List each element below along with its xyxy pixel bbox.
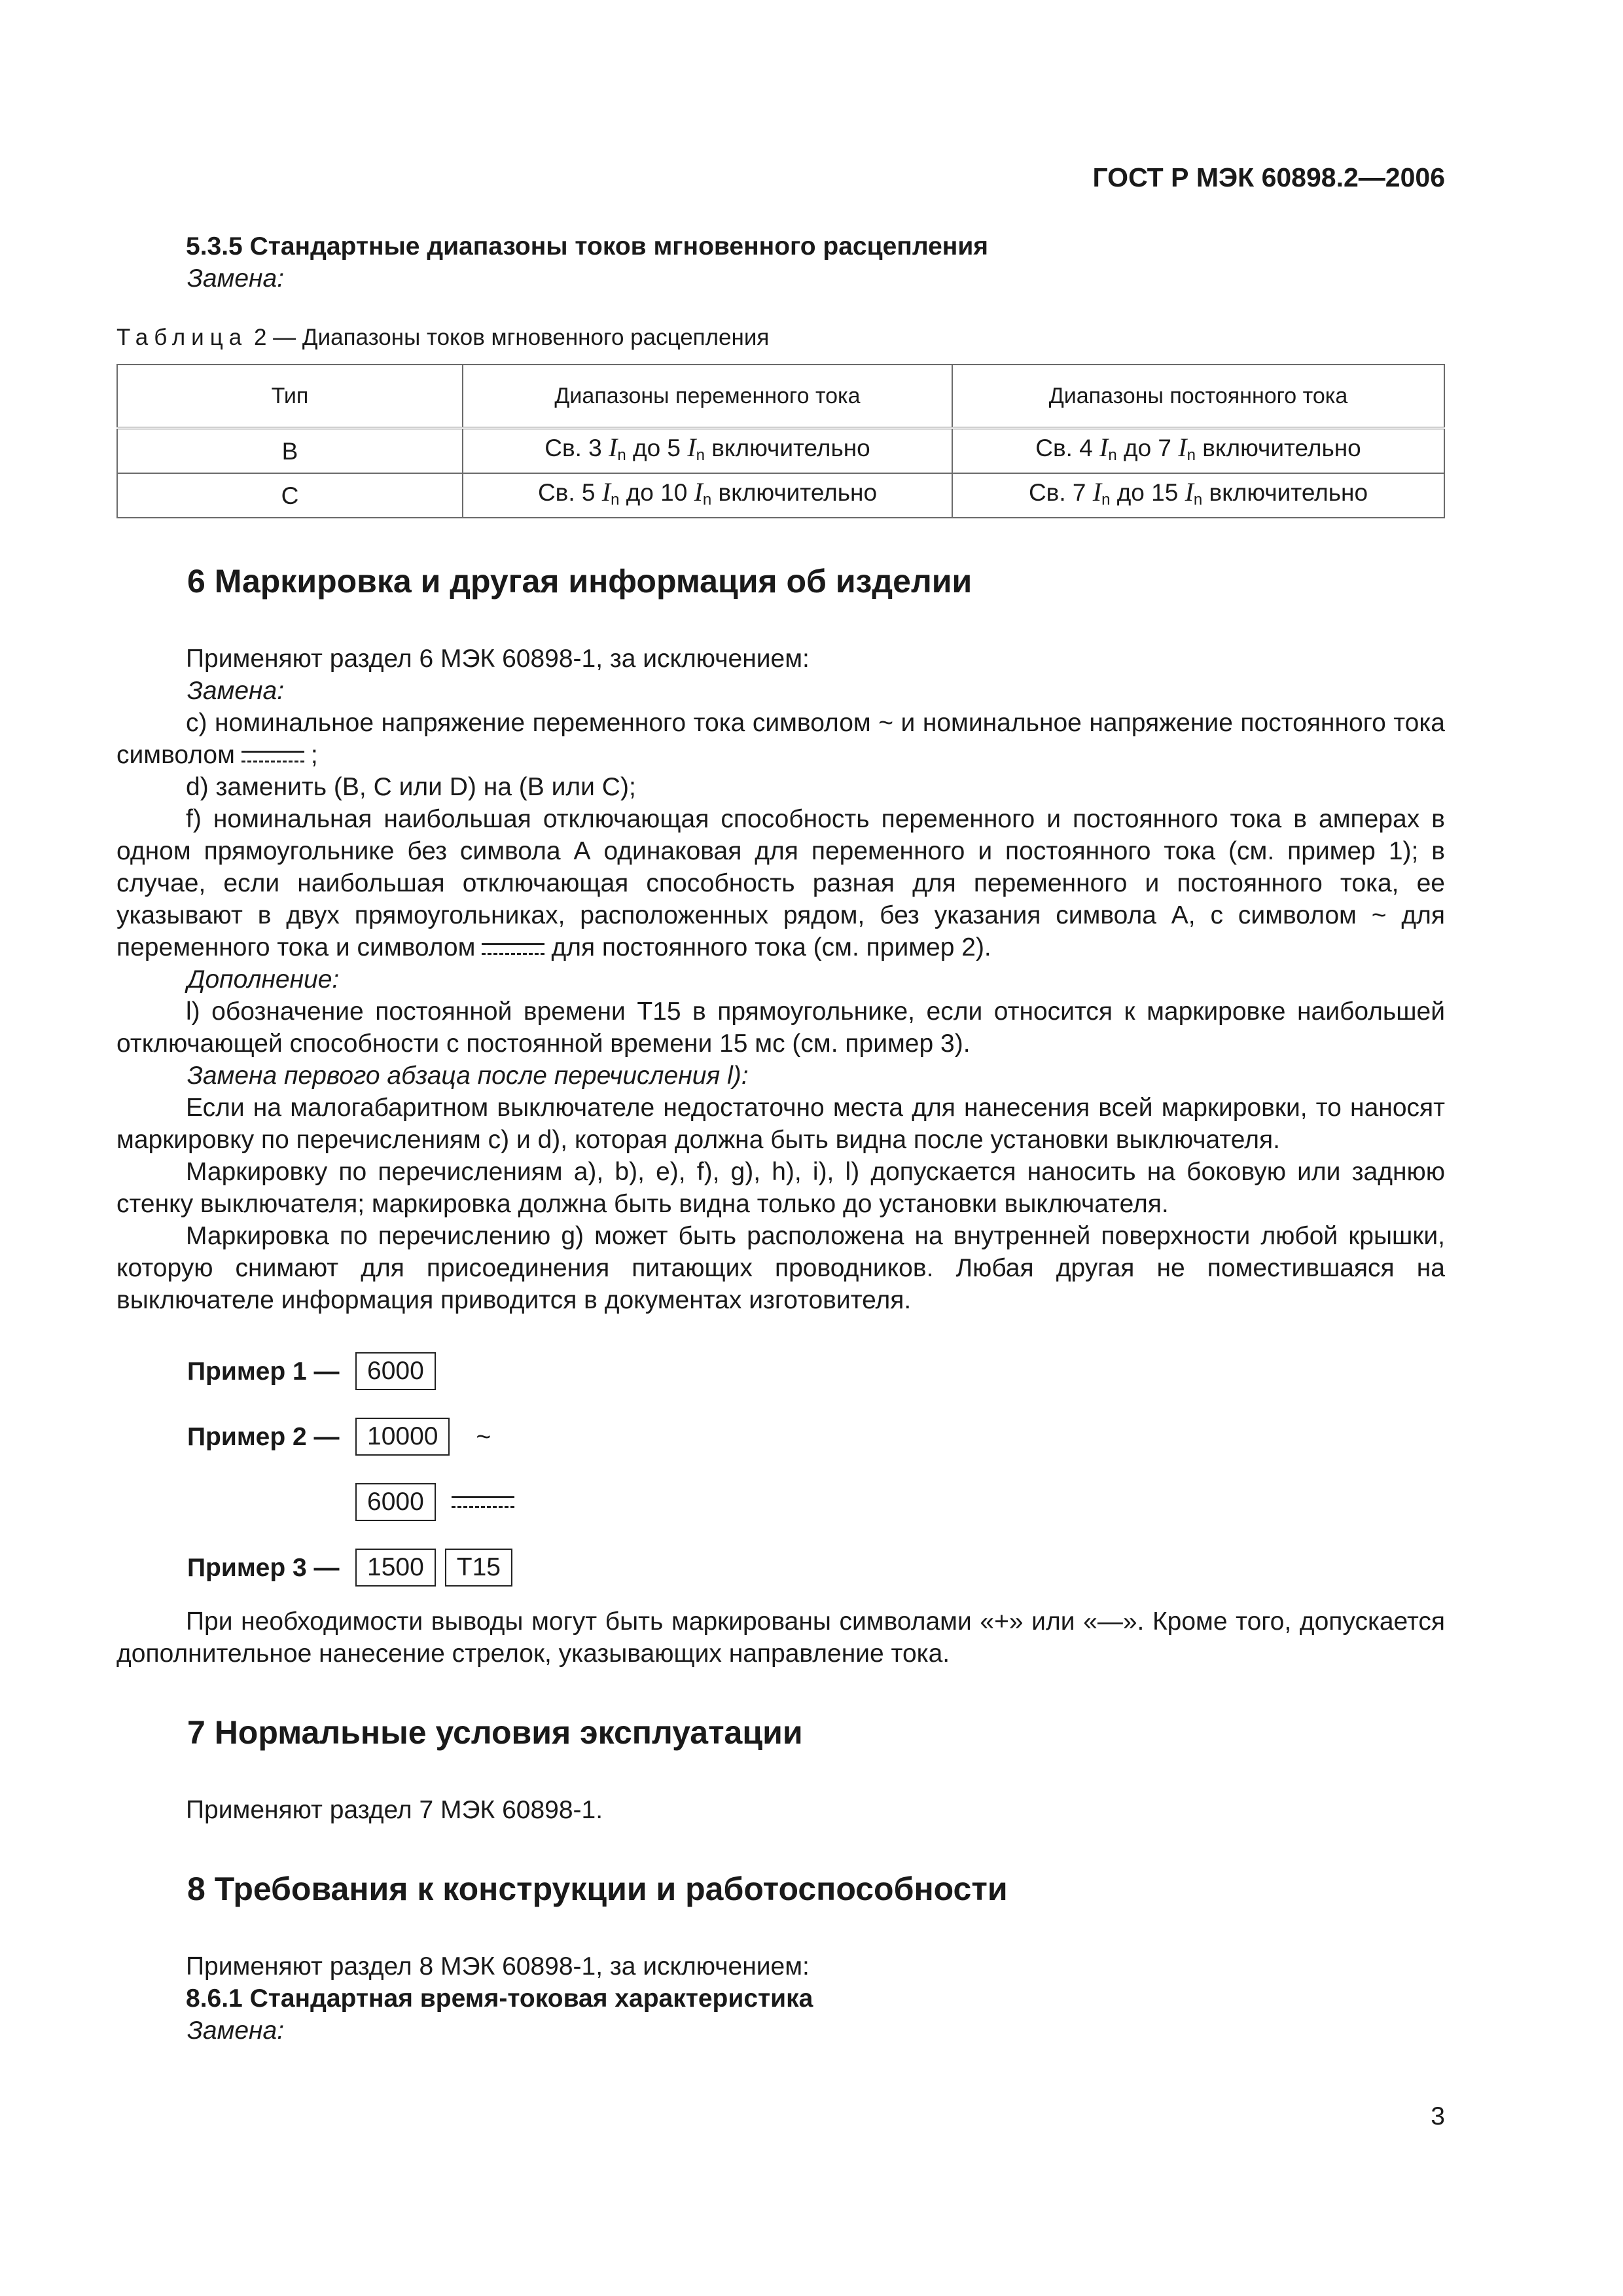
- section-8-heading: 8 Требования к конструкции и работоспособности: [187, 1871, 1008, 1907]
- rated-current-symbol: $I_n$: [601, 476, 620, 509]
- example-3-label: Пример 3 —: [187, 1553, 340, 1582]
- cell-ac-range: Св. 3 $I_n$ до 5 $I_n$ включительно: [463, 428, 952, 473]
- section-7-text: Применяют раздел 7 МЭК 60898-1.: [186, 1796, 603, 1824]
- replacement-note: Замена:: [187, 2017, 285, 2045]
- direct-current-symbol-icon: [452, 1496, 514, 1508]
- paragraph-g-marking: Маркировка по перечислению g) может быть расположена на внутренней поверхности любой крышки, которую снимают для присоединения питающих проводников. Любая другая не поместившаяся на выключателе информация приводится в документах изготовителя.: [116, 1222, 1445, 1314]
- section-6-heading: 6 Маркировка и другая информация об изделии: [187, 563, 972, 600]
- addition-note: Дополнение:: [187, 965, 340, 994]
- subsection-5-3-5-title: 5.3.5 Стандартные диапазоны токов мгновенного расцепления: [186, 232, 989, 260]
- example-1: [187, 1350, 1445, 1392]
- example-2-box-dc: 6000: [355, 1483, 436, 1521]
- rated-current-symbol: $I_n$: [609, 432, 626, 464]
- cell-dc-range: Св. 4 $I_n$ до 7 $I_n$ включительно: [952, 428, 1444, 473]
- example-2-label: Пример 2 —: [187, 1422, 340, 1451]
- example-2: [187, 1416, 1445, 1458]
- paragraph-side-marking: Маркировку по перечислениям a), b), e), f), g), h), i), l) допускается наносить на боковую или заднюю стенку выключателя; маркировка должна быть видна только до установки выключателя.: [116, 1158, 1445, 1218]
- rated-current-symbol: $I_n$: [1185, 476, 1203, 509]
- replacement-note: Замена:: [187, 677, 285, 705]
- section-6-intro: Применяют раздел 6 МЭК 60898-1, за исключением:: [186, 645, 810, 673]
- table-row: [117, 473, 1444, 518]
- cell-ac-range: Св. 5 $I_n$ до 10 $I_n$ включительно: [463, 473, 952, 518]
- cell-type: C: [117, 473, 463, 518]
- section-8-intro: Применяют раздел 8 МЭК 60898-1, за исключением:: [186, 1952, 810, 1981]
- example-1-box: 6000: [355, 1352, 436, 1390]
- example-3-box-time-constant: T15: [445, 1549, 512, 1587]
- rated-current-symbol: $I_n$: [1092, 476, 1111, 509]
- document-code-header: ГОСТ Р МЭК 60898.2—2006: [1092, 162, 1445, 192]
- item-c: c) номинальное напряжение переменного тока символом ~ и номинальное напряжение постоянного тока символом ;: [116, 709, 1445, 769]
- paragraph-small-breaker: Если на малогабаритном выключателе недостаточно места для нанесения всей маркировки, то наносят маркировку по перечислениям c) и d), которая должна быть видна после установки выключателя.: [116, 1094, 1445, 1154]
- example-1-label: Пример 1 —: [187, 1357, 340, 1386]
- header-ac-ranges: Диапазоны переменного тока: [463, 365, 952, 428]
- replacement-first-paragraph-note: Замена первого абзаца после перечисления l):: [187, 1062, 749, 1090]
- subsection-8-6-1-title: 8.6.1 Стандартная время-токовая характеристика: [186, 1984, 813, 2013]
- rated-current-symbol: $I_n$: [694, 476, 712, 509]
- cell-type: B: [117, 428, 463, 473]
- example-3-box-current: 1500: [355, 1549, 436, 1587]
- rated-current-symbol: $I_n$: [687, 432, 705, 464]
- item-l: l) обозначение постоянной времени Т15 в прямоугольнике, если относится к маркировке наибольшей отключающей способности с постоянной времени 15 мс (см. пример 3).: [116, 997, 1445, 1058]
- example-3: [187, 1547, 1445, 1588]
- direct-current-symbol-icon: [241, 751, 304, 762]
- header-type: Тип: [117, 365, 463, 428]
- page-number: 3: [1431, 2102, 1445, 2130]
- alternating-current-symbol: ~: [476, 1422, 491, 1451]
- rated-current-symbol: $I_n$: [1099, 432, 1117, 464]
- item-d: d) заменить (B, C или D) на (B или C);: [186, 773, 636, 801]
- table-caption: [116, 323, 1445, 352]
- item-f: f) номинальная наибольшая отключающая способность переменного и постоянного тока в амперах в одном прямоугольнике без символа А одинаковая для переменного и постоянного тока (см. пример 1); в случае, если наибольшая отключающая способность разная для переменного и постоянного тока, ее указывают в двух прямоугольниках, расположенных рядом, без указания символа А, с символом ~ для переменного тока и символом для постоянного тока (см. пример 2).: [116, 805, 1445, 961]
- section-7-heading: 7 Нормальные условия эксплуатации: [187, 1714, 803, 1751]
- header-dc-ranges: Диапазоны постоянного тока: [952, 365, 1444, 428]
- example-2-dc: [187, 1481, 1445, 1523]
- cell-dc-range: Св. 7 $I_n$ до 15 $I_n$ включительно: [952, 473, 1444, 518]
- page-content: [116, 230, 1445, 2047]
- table-caption-word: Таблица: [116, 325, 248, 350]
- table-caption-text: 2 — Диапазоны токов мгновенного расцепления: [247, 325, 770, 350]
- table-row: [117, 428, 1444, 473]
- direct-current-symbol-icon: [482, 943, 544, 955]
- rated-current-symbol: $I_n$: [1178, 432, 1196, 464]
- replacement-note: Замена:: [187, 264, 285, 293]
- paragraph-terminal-marking: При необходимости выводы могут быть маркированы символами «+» или «—». Кроме того, допускается дополнительное нанесение стрелок, указывающих направление тока.: [116, 1607, 1445, 1668]
- table-header-row: [117, 365, 1444, 428]
- trip-current-table: [116, 364, 1445, 518]
- example-2-box-ac: 10000: [355, 1418, 450, 1456]
